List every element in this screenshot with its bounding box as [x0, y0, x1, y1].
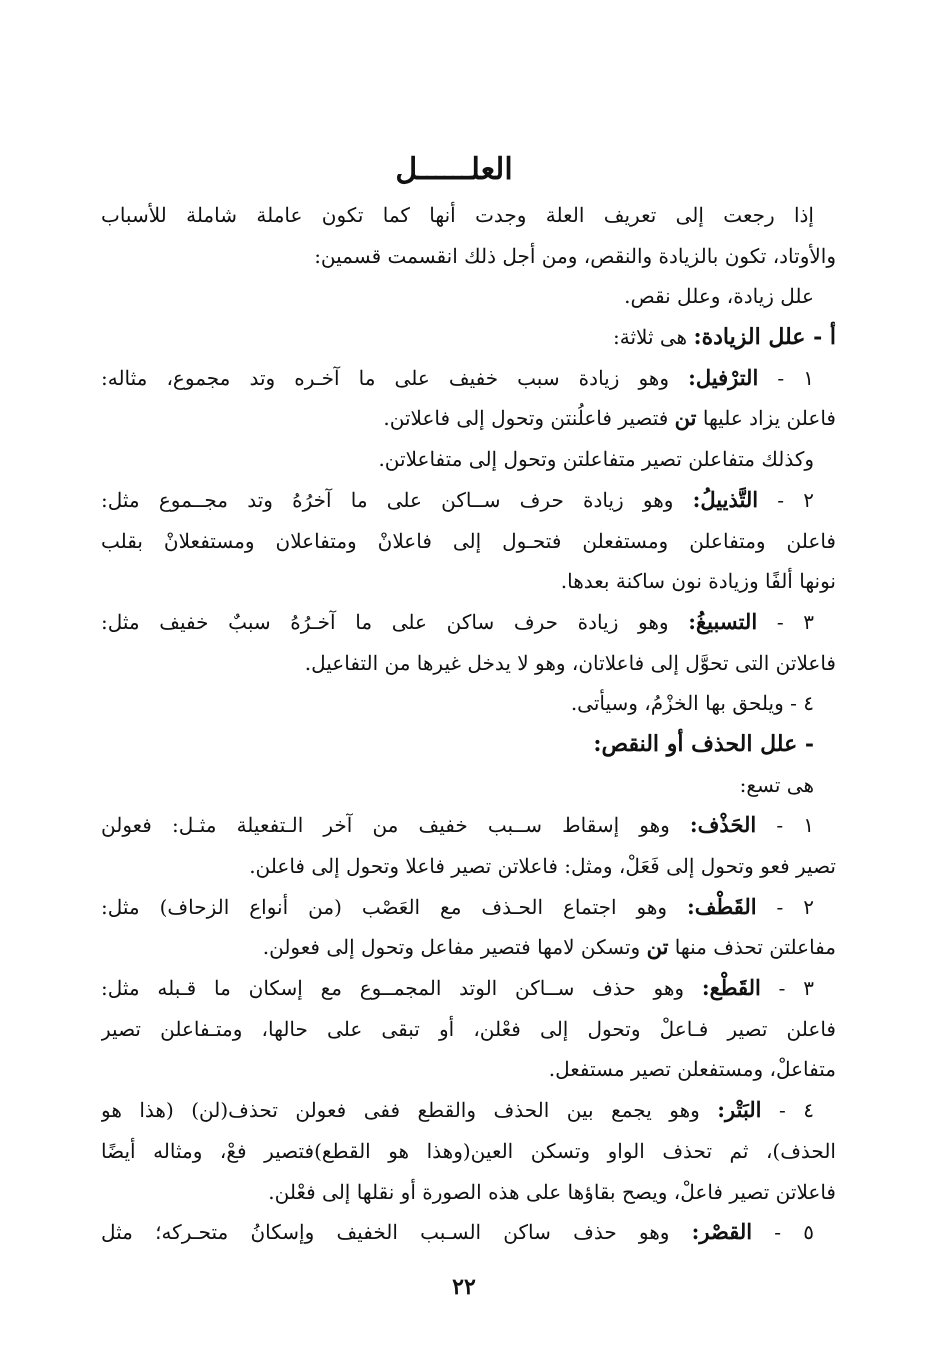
term-label: الترْفيل:	[688, 364, 759, 390]
line-text: وكذلك متفاعلن تصير متفاعلتن وتحول إلى متفاعلاتن.	[378, 447, 814, 472]
line-text: وهو إسقاط ســبب خفيف من آخر الـتفعيلة مثـل: فعولن	[101, 813, 690, 838]
body-text	[101, 195, 836, 1253]
section-heading-line	[101, 724, 836, 765]
line-text: وتسكن لامها فتصير مفاعل وتحول إلى فعولن.	[262, 935, 647, 960]
item-number: ٤ -	[761, 1098, 814, 1123]
item-number: ٢ -	[758, 487, 814, 512]
line-text: وهو زيادة سبب خفيف على ما آخـره وتد مجموع، مثاله:	[101, 365, 689, 390]
line-text: فتصير فاعلُنتن وتحول إلى فاعلاتن.	[383, 406, 675, 431]
line-text: وهو حذف ســاكن الوتد المجمــوع مع إسكان ما قـبله مثل:	[101, 976, 702, 1001]
term-label: تن	[646, 934, 669, 960]
text-line	[101, 887, 836, 928]
item-number: ٢ -	[756, 894, 814, 919]
line-text: فاعلاتن التى تحوَّل إلى فاعلاتان، وهو لا يدخل غيرها من التفاعيل.	[304, 650, 836, 675]
text-line	[101, 439, 836, 480]
text-line	[101, 927, 836, 968]
text-line	[101, 1090, 836, 1131]
term-label: القَطْع:	[701, 975, 761, 1001]
item-number: ٣ -	[760, 976, 814, 1001]
line-text: تصير فعو وتحول إلى فَعَلْ، ومثل: فاعلاتن تصير فاعلا وتحول إلى فاعلن.	[249, 854, 836, 878]
line-text: فاعلن تصير فـاعلْ وتحول إلى فعْلن، أو تبقى على حالها، ومتـفاعلن تصير	[101, 1016, 836, 1041]
text-line	[101, 683, 836, 724]
term-label: تن	[674, 405, 697, 431]
text-line	[101, 276, 836, 317]
text-line	[101, 846, 836, 887]
text-line	[101, 1131, 836, 1172]
term-label: القَطْف:	[686, 893, 757, 919]
line-text: الحذف)، ثم تحذف الواو وتسكن العين(وهذا هو القطع)فتصير فعْ، ومثاله أيضًا	[101, 1138, 836, 1163]
text-line	[101, 561, 836, 602]
line-text: وهو زيادة حرف ساكن على ما آخـرُهُ سببٌ خفيف مثل:	[101, 609, 689, 634]
line-text: علل زيادة، وعلل نقص.	[624, 284, 814, 309]
text-line	[101, 1009, 836, 1050]
line-text: فاعلن يزاد عليها	[696, 406, 836, 431]
text-line	[101, 480, 836, 521]
line-text: فاعلن ومتفاعلن ومستفعلن فتحـول إلى فاعلانْ ومتفاعلان ومستفعلانْ بقلب	[101, 528, 836, 553]
line-text: مفاعلتن تحذف منها	[668, 935, 836, 960]
line-text: وهو حذف ساكن السـبب الخفيف وإسكانُ متحـركه؛ مثل	[101, 1220, 692, 1245]
section-heading: أ - علل الزيادة:	[693, 324, 836, 351]
section-heading: - علل الحذف أو النقص:	[593, 730, 814, 757]
text-line	[101, 643, 836, 684]
text-line	[101, 765, 836, 806]
term-label: الحَذْف:	[689, 812, 757, 838]
line-text: والأوتاد، تكون بالزيادة والنقص، ومن أجل ذلك انقسمت قسمين:	[314, 243, 836, 268]
text-line	[101, 805, 836, 846]
text-line	[101, 236, 836, 277]
item-number: ٣ -	[757, 609, 814, 634]
item-number: ١ -	[758, 365, 814, 390]
term-label: التَّذييلُ:	[692, 486, 759, 512]
line-text: هى ثلاثة:	[613, 325, 694, 350]
section-heading-line	[101, 317, 836, 358]
term-label: التسبيغُ:	[688, 608, 758, 634]
text-line	[101, 195, 836, 236]
line-text: فاعلاتن تصير فاعلْ، ويصح بقاؤها على هذه الصورة أو نقلها إلى فعْلن.	[268, 1179, 836, 1204]
text-line	[101, 602, 836, 643]
line-text: ٤ - ويلحق بها الخزْمُ، وسيأتى.	[570, 691, 814, 716]
line-text: وهو اجتماع الحـذف مع العَصْب (من أنواع الزحاف) مثل:	[101, 894, 687, 919]
text-line	[101, 1049, 836, 1090]
text-line	[101, 398, 836, 439]
item-number: ١ -	[756, 813, 814, 838]
text-line	[101, 968, 836, 1009]
chapter-title: العلــــــل	[395, 152, 513, 187]
line-text: متفاعلْ، ومستفعلن تصير مستفعل.	[548, 1057, 836, 1082]
text-line	[101, 1172, 836, 1213]
line-text: وهو زيادة حرف ســاكن على ما آخرُهُ وتد مجــموع مثل:	[101, 487, 693, 512]
term-label: القصْر:	[691, 1219, 753, 1245]
item-number: ٥ -	[752, 1220, 814, 1245]
line-text: إذا رجعت إلى تعريف العلة وجدت أنها كما تكون عاملة شاملة للأسباب	[101, 203, 814, 227]
page-number: ٢٢	[452, 1274, 476, 1300]
text-line	[101, 521, 836, 562]
text-line	[101, 1212, 836, 1253]
line-text: وهو يجمع بين الحذف والقطع ففى فعولن تحذف(لن) (هذا هو	[101, 1098, 718, 1123]
text-line	[101, 358, 836, 399]
term-label: البَتْر:	[717, 1097, 762, 1123]
line-text: نونها ألفًا وزيادة نون ساكنة بعدها.	[560, 569, 836, 594]
line-text: هى تسع:	[739, 772, 814, 797]
